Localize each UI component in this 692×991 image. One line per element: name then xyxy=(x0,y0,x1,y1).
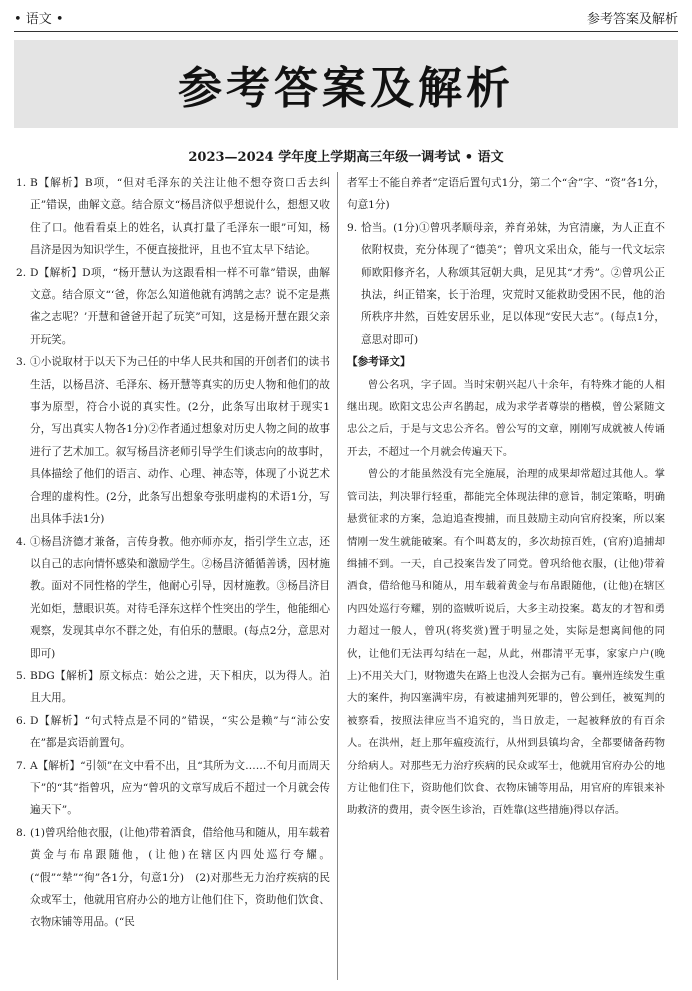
item-text: ①小说取材于以天下为己任的中华人民共和国的开创者们的读书生活，以杨昌济、毛泽东、杨开慧等真实的历史人物和他们的故事为原型，符合小说的真实性。(2分，此条写出取材于现实1分，写出真实人物各1分)②作者通过想象对历史人物之间的故事进行了艺术加工。叙写杨昌济老师引导学生们谈志向的故事时，具体描绘了他们的语言、动作、心理、神态等，体现了小说艺术合理的虚构性。(2分，此条写出想象夸张明虚构的术语1分，写出具体手法1分) xyxy=(30,356,330,526)
page-header xyxy=(14,10,678,32)
item-text: D【解析】D项，“杨开慧认为这跟看相一样不可靠”错误，曲解文意。结合原文“‘爸，你怎么知道他就有鸿鹄之志？说不定是燕雀之志呢？’开慧和爸爸开起了玩笑”可知，这是杨开慧在跟父亲开玩笑。 xyxy=(30,266,330,346)
item-number: 6. xyxy=(16,714,27,727)
answer-item xyxy=(16,755,330,822)
item-text: (1)曾巩给他衣服，(让他)带着酒食，借给他马和随从，用车载着黄金与布帛跟随他，(让他)在辖区内四处巡行夸耀。(“假”“辇”“徇”各1分，句意1分) (2)对那些无力治疗疾病的民众或军士，他就用官府办公的地方让他们住下，资助他们饮食、衣物床铺等用品。(“民 xyxy=(30,826,330,929)
item-number: 2. xyxy=(16,266,27,279)
item-text: BDG【解析】原文标点：始公之进，天下相庆，以为得人。泊且大用。 xyxy=(30,669,330,705)
item-number: 7. xyxy=(16,759,27,772)
banner-title: 参考答案及解析 xyxy=(178,63,514,114)
reference-heading: 【参考译文】 xyxy=(347,356,411,369)
column-divider xyxy=(337,172,338,980)
item-text: B【解析】B项，“但对毛泽东的关注让他不想夺资口舌去纠正”错误，曲解文意。结合原文“杨昌济似乎想说什么，想想又收住了口。他看看桌上的姓名，认真打量了毛泽东一眼”可知，杨昌济是因为知识学生，不便直接批评，且也不宜太早下结论。 xyxy=(30,177,330,257)
left-column xyxy=(16,172,330,934)
answer-item xyxy=(16,822,330,934)
answer-item xyxy=(16,665,330,710)
item-text: ①杨昌济德才兼备，言传身教。他亦师亦友，指引学生立志，还以自己的志向情怀感染和激励学生。②杨昌济循循善诱，因材施教。面对不同性格的学生，他耐心引导，因材施教。③杨昌济目光如炬，慧眼识英。对待毛泽东这样个性突出的学生，他能细心观察，发现其卓尔不群之处，有伯乐的慧眼。(每点2分，意思对即可) xyxy=(30,535,330,660)
item-number: 5. xyxy=(16,669,27,682)
item-text: 恰当。(1分)①曾巩孝顺母亲，养育弟妹，为官清廉，为人正直不依附权贵，充分体现了“德美”；曾巩文采出众，能与一代文坛宗师欧阳修齐名，人称颂其冠朝大典，足见其“才秀”。②曾巩公正执法，纠正错案，长于治理，灾荒时又能救助受困不民，他的治所秩序井然，百姓安居乐业，足以体现“安民大志”。(每点1分，意思对即可) xyxy=(361,221,665,346)
item-number: 3. xyxy=(16,356,27,369)
continued-text: 者军士不能自养者”定语后置句式1分，第二个“舍”字、“资”各1分，句意1分) xyxy=(347,177,665,212)
item-text: D【解析】“句式特点是不同的”错误，“实公是赖”与“沛公安在”都是宾语前置句。 xyxy=(30,714,330,750)
item-text: A【解析】“引领”在文中看不出，且“其所为文……不旬月而周天下”的“其”指曾巩，应为“曾巩的文章写成后不超过一个月就会传遍天下”。 xyxy=(30,759,330,817)
answer-item xyxy=(16,351,330,530)
answer-item xyxy=(16,262,330,352)
translation-paragraph: 曾公的才能虽然没有完全施展，治理的成果却常超过其他人。掌管司法，判决罪行轻重，都能完全体现法律的意旨，制定策略，明确悬赏征求的方案，急迫追查搜捕，而且鼓励主动向官府投案，所以案情刚一发生就能破案。有个叫葛友的，多次劫掠百姓，(官府)追捕却缉捕不到。一天，自己投案告发了同党。曾巩给他衣服，(让他)带着酒食，借给他马和随从，用车载着黄金与布帛跟随他，(让他)在辖区内四处巡行夸耀，别的盗贼听说后，大多主动投案。葛友的才智和勇力超过一般人，曾巩(将奖赏)置于明显之处，实际是想离间他的同伙，让他们无法再勾结在一起，从此，州郡清平无事，家家户户(晚上)不用关大门，财物遗失在路上也没人会据为己有。襄州连续发生重大的案件，拘囚塞满牢房，有被逮捕判死罪的，曾公到任，被冤判的被察看，按照法律应当不追究的，当日放走，一起被释放的有百余人。在洪州，赶上那年瘟疫流行，从州到县镇均舍，全都要储备药物分给病人。对那些无力治疗疾病的民众或军士，他就用官府办公的地方让他们住下，资助他们饮食、衣物床铺等用品，用官府的库银来补助救济的费用，责令医生诊治，百姓靠(这些措施)得以存活。 xyxy=(347,468,665,817)
header-subject: • 语文 • xyxy=(14,12,64,27)
right-column xyxy=(347,172,665,822)
answer-item xyxy=(16,531,330,665)
item-number: 1. xyxy=(16,177,27,189)
header-section: 参考答案及解析 xyxy=(586,12,678,27)
exam-title: 2023—2024 学年度上学期高三年级一调考试 • 语文 xyxy=(188,150,504,165)
translation-paragraph: 曾公名巩，字子固。当时宋朝兴起八十余年，有特殊才能的人相继出现。欧阳文忠公声名鹊起，成为求学者尊崇的楷模，曾公紧随文忠公之后，于是与文忠公齐名。曾公写的文章，刚刚写成就被人传诵开去，不超过一个月就会传遍天下。 xyxy=(347,378,665,458)
reference-translation xyxy=(347,374,665,822)
title-banner xyxy=(14,40,678,128)
item-number: 9. xyxy=(347,221,358,234)
answer-item xyxy=(347,217,665,351)
item-number: 4. xyxy=(16,535,27,548)
answer-item xyxy=(16,710,330,755)
answer-item xyxy=(16,172,330,262)
item-number: 8. xyxy=(16,826,27,839)
